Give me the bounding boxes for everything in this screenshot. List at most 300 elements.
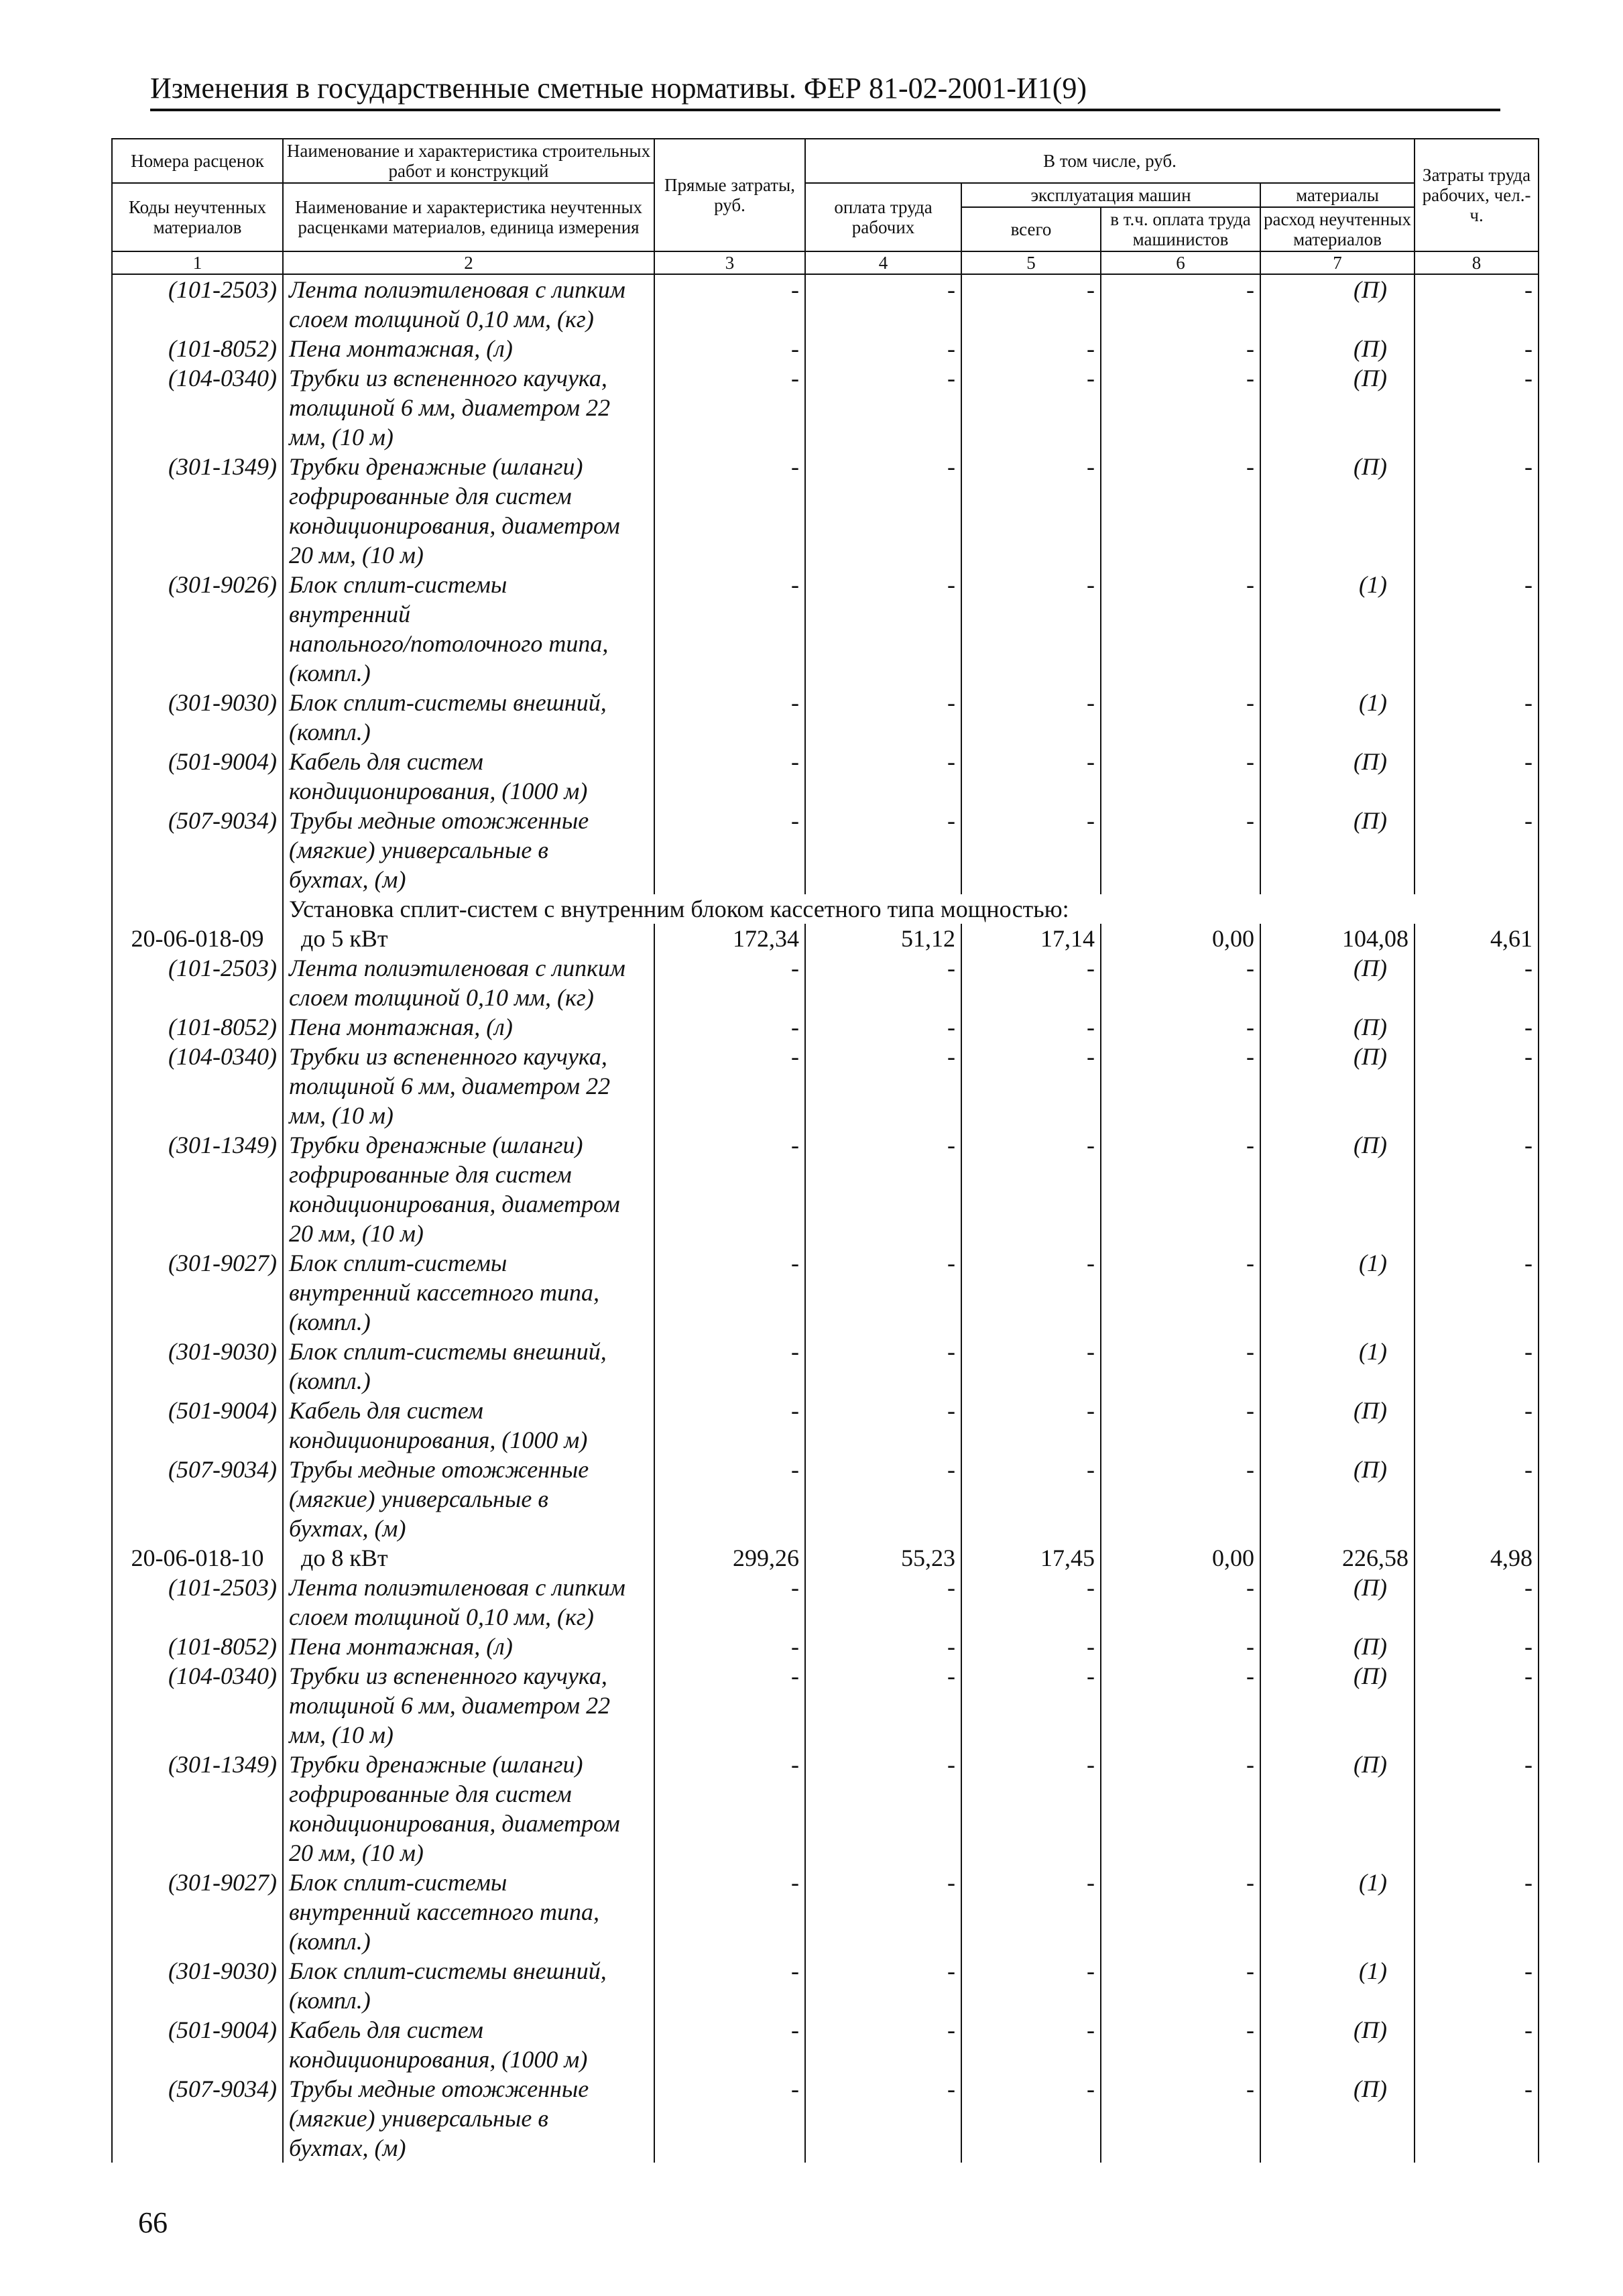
operator-wages-cell	[1101, 1986, 1260, 2015]
material-name-line: Трубки дренажные (шланги)	[283, 452, 654, 481]
direct-costs-cell: -	[654, 953, 805, 983]
material-name-line: кондиционирования, диаметром	[283, 511, 654, 540]
material-code	[112, 511, 283, 540]
direct-costs-cell: -	[654, 1573, 805, 1602]
worker-wages-cell	[805, 1809, 961, 1838]
labor-costs-cell: -	[1415, 1661, 1539, 1691]
material-code: (301-1349)	[112, 452, 283, 481]
direct-costs-cell: -	[654, 688, 805, 717]
operator-wages-cell	[1101, 1189, 1260, 1219]
material-row	[112, 1661, 1539, 1691]
materials-cell	[1260, 1986, 1415, 2015]
material-row	[112, 1455, 1539, 1484]
materials-cell: (П)	[1260, 1130, 1415, 1160]
materials-cell: (П)	[1260, 1661, 1415, 1691]
machines-total-cell	[961, 1927, 1101, 1956]
operator-wages-cell	[1101, 1927, 1260, 1956]
labor-costs-cell: -	[1415, 1956, 1539, 1986]
machines-total-cell	[961, 1101, 1101, 1130]
material-code	[112, 1720, 283, 1750]
column-number: 8	[1415, 251, 1539, 274]
worker-wages-cell: -	[805, 570, 961, 599]
material-name-line: слоем толщиной 0,10 мм, (кг)	[283, 983, 654, 1012]
material-row	[112, 1042, 1539, 1071]
materials-cell	[1260, 1720, 1415, 1750]
material-row	[112, 511, 1539, 540]
material-code: (301-1349)	[112, 1750, 283, 1779]
column-number: 7	[1260, 251, 1415, 274]
labor-costs-cell	[1415, 481, 1539, 511]
labor-costs-cell	[1415, 1484, 1539, 1514]
direct-costs-cell: -	[654, 1455, 805, 1484]
materials-cell	[1260, 422, 1415, 452]
operator-wages-cell: -	[1101, 1248, 1260, 1278]
operator-wages-cell	[1101, 1278, 1260, 1307]
material-row	[112, 1071, 1539, 1101]
worker-wages-cell	[805, 1927, 961, 1956]
labor-costs-cell	[1415, 1720, 1539, 1750]
machines-total-cell	[961, 599, 1101, 629]
materials-cell: (П)	[1260, 806, 1415, 835]
operator-wages-cell: -	[1101, 2015, 1260, 2045]
materials-cell	[1260, 865, 1415, 894]
labor-costs-cell	[1415, 835, 1539, 865]
worker-wages-cell	[805, 1101, 961, 1130]
labor-costs-cell: -	[1415, 334, 1539, 363]
material-code	[112, 1278, 283, 1307]
worker-wages-cell	[805, 540, 961, 570]
machines-total-cell	[961, 1071, 1101, 1101]
direct-costs-cell	[654, 1101, 805, 1130]
labor-costs-cell	[1415, 1602, 1539, 1632]
worker-wages-cell: -	[805, 1455, 961, 1484]
material-code	[112, 1927, 283, 1956]
material-name-line: (компл.)	[283, 717, 654, 747]
material-row	[112, 1514, 1539, 1543]
material-name-line: Лента полиэтиленовая с липким	[283, 274, 654, 304]
machines-total-cell	[961, 1514, 1101, 1543]
material-row	[112, 2133, 1539, 2163]
worker-wages-cell	[805, 1160, 961, 1189]
machines-total-cell	[961, 422, 1101, 452]
direct-costs-cell: -	[654, 1042, 805, 1071]
operator-wages-cell	[1101, 1602, 1260, 1632]
machines-total-cell	[961, 1189, 1101, 1219]
material-row	[112, 658, 1539, 688]
worker-wages-cell	[805, 776, 961, 806]
materials-cell: (1)	[1260, 1248, 1415, 1278]
worker-wages-cell	[805, 1838, 961, 1868]
materials-cell: (П)	[1260, 452, 1415, 481]
materials-cell	[1260, 717, 1415, 747]
labor-costs-cell: -	[1415, 1455, 1539, 1484]
labor-costs-cell: -	[1415, 1573, 1539, 1602]
operator-wages-cell: -	[1101, 1573, 1260, 1602]
direct-costs-cell	[654, 983, 805, 1012]
material-name-line: бухтах, (м)	[283, 2133, 654, 2163]
section-heading-row	[112, 894, 1539, 924]
material-row	[112, 1573, 1539, 1602]
direct-costs-cell	[654, 2104, 805, 2133]
direct-costs-cell	[654, 1278, 805, 1307]
labor-costs-cell	[1415, 1307, 1539, 1337]
direct-costs-cell: -	[654, 2074, 805, 2104]
material-code	[112, 2133, 283, 2163]
machines-total-cell	[961, 304, 1101, 334]
material-name-line: (компл.)	[283, 1927, 654, 1956]
material-row	[112, 481, 1539, 511]
material-code	[112, 983, 283, 1012]
materials-cell	[1260, 629, 1415, 658]
material-name-line: Блок сплит-системы внешний,	[283, 1337, 654, 1366]
material-name-line: (мягкие) универсальные в	[283, 835, 654, 865]
operator-wages-cell	[1101, 1809, 1260, 1838]
operator-wages-cell	[1101, 1071, 1260, 1101]
header-machine-operation: эксплуатация машин	[961, 183, 1260, 207]
direct-costs-cell	[654, 540, 805, 570]
direct-costs-cell	[654, 1779, 805, 1809]
operator-wages-cell	[1101, 1160, 1260, 1189]
materials-cell: (П)	[1260, 1455, 1415, 1484]
operator-wages-cell	[1101, 2045, 1260, 2074]
worker-wages-cell: -	[805, 2074, 961, 2104]
direct-costs-cell: -	[654, 1868, 805, 1897]
materials-cell	[1260, 2104, 1415, 2133]
title-underline	[150, 109, 1500, 111]
material-code: (507-9034)	[112, 2074, 283, 2104]
machines-total-cell: -	[961, 1868, 1101, 1897]
header-labor-costs: Затраты труда рабочих, чел.-ч.	[1415, 139, 1539, 251]
worker-wages-cell: -	[805, 1337, 961, 1366]
machines-total-cell: -	[961, 1661, 1101, 1691]
labor-costs-cell	[1415, 1514, 1539, 1543]
material-code	[112, 629, 283, 658]
worker-wages-cell: -	[805, 1248, 961, 1278]
labor-costs-cell: -	[1415, 688, 1539, 717]
material-row	[112, 1160, 1539, 1189]
machines-total-cell: 17,14	[961, 924, 1101, 953]
material-row	[112, 1366, 1539, 1396]
material-row	[112, 363, 1539, 393]
material-name-line: Блок сплит-системы	[283, 1868, 654, 1897]
machines-total-cell: -	[961, 747, 1101, 776]
material-row	[112, 1012, 1539, 1042]
material-row	[112, 629, 1539, 658]
material-name-line: Лента полиэтиленовая с липким	[283, 953, 654, 983]
material-code	[112, 1366, 283, 1396]
machines-total-cell	[961, 1425, 1101, 1455]
labor-costs-cell: -	[1415, 2074, 1539, 2104]
material-row	[112, 1838, 1539, 1868]
operator-wages-cell: -	[1101, 570, 1260, 599]
worker-wages-cell	[805, 481, 961, 511]
header-rate-numbers: Номера расценок	[112, 139, 283, 183]
machines-total-cell	[961, 865, 1101, 894]
operator-wages-cell	[1101, 2104, 1260, 2133]
labor-costs-cell: -	[1415, 1868, 1539, 1897]
operator-wages-cell: -	[1101, 1750, 1260, 1779]
machines-total-cell	[961, 1278, 1101, 1307]
labor-costs-cell: -	[1415, 1012, 1539, 1042]
material-row	[112, 1927, 1539, 1956]
machines-total-cell	[961, 481, 1101, 511]
worker-wages-cell	[805, 1720, 961, 1750]
worker-wages-cell	[805, 422, 961, 452]
direct-costs-cell	[654, 1897, 805, 1927]
operator-wages-cell	[1101, 658, 1260, 688]
material-name-line: слоем толщиной 0,10 мм, (кг)	[283, 1602, 654, 1632]
direct-costs-cell: -	[654, 1337, 805, 1366]
worker-wages-cell: -	[805, 1868, 961, 1897]
material-name-line: Трубки дренажные (шланги)	[283, 1750, 654, 1779]
material-name-line: Пена монтажная, (л)	[283, 1632, 654, 1661]
operator-wages-cell: -	[1101, 2074, 1260, 2104]
materials-cell	[1260, 481, 1415, 511]
direct-costs-cell	[654, 865, 805, 894]
worker-wages-cell: -	[805, 334, 961, 363]
operator-wages-cell: -	[1101, 1632, 1260, 1661]
material-name-line: (компл.)	[283, 1986, 654, 2015]
direct-costs-cell: -	[654, 747, 805, 776]
labor-costs-cell	[1415, 422, 1539, 452]
machines-total-cell	[961, 2045, 1101, 2074]
operator-wages-cell	[1101, 1691, 1260, 1720]
material-code: (507-9034)	[112, 806, 283, 835]
material-code: (501-9004)	[112, 747, 283, 776]
machines-total-cell	[961, 540, 1101, 570]
machines-total-cell: -	[961, 570, 1101, 599]
materials-cell	[1260, 1160, 1415, 1189]
machines-total-cell	[961, 1602, 1101, 1632]
material-code	[112, 776, 283, 806]
direct-costs-cell: -	[654, 1396, 805, 1425]
header-machines-total: всего	[961, 207, 1101, 251]
material-name-line: внутренний	[283, 599, 654, 629]
operator-wages-cell	[1101, 511, 1260, 540]
materials-cell: (П)	[1260, 1012, 1415, 1042]
worker-wages-cell	[805, 1307, 961, 1337]
material-name-line: Трубки дренажные (шланги)	[283, 1130, 654, 1160]
worker-wages-cell	[805, 2104, 961, 2133]
labor-costs-cell	[1415, 1189, 1539, 1219]
material-code	[112, 1307, 283, 1337]
direct-costs-cell	[654, 776, 805, 806]
operator-wages-cell	[1101, 481, 1260, 511]
material-row	[112, 1750, 1539, 1779]
material-row	[112, 1602, 1539, 1632]
worker-wages-cell	[805, 2133, 961, 2163]
labor-costs-cell: -	[1415, 1042, 1539, 1071]
materials-cell: (П)	[1260, 274, 1415, 304]
worker-wages-cell	[805, 1514, 961, 1543]
worker-wages-cell	[805, 629, 961, 658]
material-row	[112, 1337, 1539, 1366]
direct-costs-cell	[654, 2045, 805, 2074]
labor-costs-cell	[1415, 1101, 1539, 1130]
material-row	[112, 776, 1539, 806]
labor-costs-cell	[1415, 1219, 1539, 1248]
section-spacer	[112, 894, 283, 924]
worker-wages-cell	[805, 393, 961, 422]
worker-wages-cell	[805, 835, 961, 865]
operator-wages-cell: -	[1101, 1455, 1260, 1484]
labor-costs-cell	[1415, 2045, 1539, 2074]
material-name-line: Пена монтажная, (л)	[283, 1012, 654, 1042]
material-code	[112, 599, 283, 629]
operator-wages-cell	[1101, 1219, 1260, 1248]
material-name-line: (мягкие) универсальные в	[283, 2104, 654, 2133]
operator-wages-cell	[1101, 865, 1260, 894]
material-code: (301-9030)	[112, 1956, 283, 1986]
machines-total-cell: -	[961, 953, 1101, 983]
material-name-line: Пена монтажная, (л)	[283, 334, 654, 363]
material-row	[112, 2045, 1539, 2074]
labor-costs-cell: -	[1415, 1632, 1539, 1661]
direct-costs-cell: -	[654, 1632, 805, 1661]
material-row	[112, 806, 1539, 835]
material-row	[112, 304, 1539, 334]
materials-cell: (П)	[1260, 1396, 1415, 1425]
header-material-name: Наименование и характеристика неучтенных расценками материалов, единица измерения	[283, 183, 654, 251]
operator-wages-cell: -	[1101, 1956, 1260, 1986]
material-name-line: кондиционирования, (1000 м)	[283, 776, 654, 806]
direct-costs-cell	[654, 1219, 805, 1248]
material-code: (101-2503)	[112, 274, 283, 304]
direct-costs-cell: -	[654, 570, 805, 599]
material-code: (301-9030)	[112, 1337, 283, 1366]
worker-wages-cell	[805, 865, 961, 894]
material-code	[112, 1160, 283, 1189]
material-row	[112, 1307, 1539, 1337]
direct-costs-cell	[654, 1838, 805, 1868]
worker-wages-cell: -	[805, 806, 961, 835]
operator-wages-cell	[1101, 304, 1260, 334]
labor-costs-cell	[1415, 1366, 1539, 1396]
material-row	[112, 334, 1539, 363]
machines-total-cell	[961, 1838, 1101, 1868]
direct-costs-cell	[654, 658, 805, 688]
labor-costs-cell	[1415, 1809, 1539, 1838]
materials-cell: (1)	[1260, 1868, 1415, 1897]
direct-costs-cell	[654, 1307, 805, 1337]
materials-cell: (П)	[1260, 1573, 1415, 1602]
machines-total-cell: -	[961, 1337, 1101, 1366]
direct-costs-cell: 172,34	[654, 924, 805, 953]
material-row	[112, 747, 1539, 776]
materials-cell	[1260, 2133, 1415, 2163]
materials-cell	[1260, 1779, 1415, 1809]
labor-costs-cell: -	[1415, 806, 1539, 835]
machines-total-cell	[961, 983, 1101, 1012]
direct-costs-cell	[654, 1602, 805, 1632]
machines-total-cell	[961, 1809, 1101, 1838]
operator-wages-cell	[1101, 717, 1260, 747]
material-code	[112, 1897, 283, 1927]
materials-cell	[1260, 1071, 1415, 1101]
operator-wages-cell: -	[1101, 1661, 1260, 1691]
material-row	[112, 953, 1539, 983]
material-row	[112, 452, 1539, 481]
worker-wages-cell: -	[805, 363, 961, 393]
material-row	[112, 1189, 1539, 1219]
machines-total-cell: -	[961, 1012, 1101, 1042]
operator-wages-cell: -	[1101, 334, 1260, 363]
operator-wages-cell: -	[1101, 1042, 1260, 1071]
material-row	[112, 1219, 1539, 1248]
operator-wages-cell	[1101, 393, 1260, 422]
material-code	[112, 393, 283, 422]
direct-costs-cell	[654, 717, 805, 747]
direct-costs-cell: -	[654, 1956, 805, 1986]
material-code: (104-0340)	[112, 363, 283, 393]
material-row	[112, 1868, 1539, 1897]
material-name-line: напольного/потолочного типа,	[283, 629, 654, 658]
materials-cell	[1260, 1809, 1415, 1838]
worker-wages-cell	[805, 1071, 961, 1101]
machines-total-cell	[961, 629, 1101, 658]
materials-cell: (П)	[1260, 1750, 1415, 1779]
materials-cell	[1260, 304, 1415, 334]
material-name-line: кондиционирования, диаметром	[283, 1189, 654, 1219]
material-name-line: мм, (10 м)	[283, 1101, 654, 1130]
material-row	[112, 2074, 1539, 2104]
materials-cell: (1)	[1260, 570, 1415, 599]
operator-wages-cell	[1101, 835, 1260, 865]
operator-wages-cell: -	[1101, 1868, 1260, 1897]
worker-wages-cell: -	[805, 1573, 961, 1602]
material-code	[112, 1071, 283, 1101]
header-worker-wages: оплата труда рабочих	[805, 183, 961, 251]
worker-wages-cell	[805, 658, 961, 688]
table-header	[112, 139, 1539, 274]
labor-costs-cell	[1415, 1897, 1539, 1927]
operator-wages-cell: -	[1101, 1012, 1260, 1042]
materials-cell	[1260, 776, 1415, 806]
materials-cell	[1260, 1366, 1415, 1396]
material-row	[112, 1396, 1539, 1425]
header-direct-costs: Прямые затраты, руб.	[654, 139, 805, 251]
machines-total-cell	[961, 1779, 1101, 1809]
direct-costs-cell	[654, 1691, 805, 1720]
operator-wages-cell: -	[1101, 1130, 1260, 1160]
machines-total-cell: -	[961, 806, 1101, 835]
worker-wages-cell	[805, 1602, 961, 1632]
material-name-line: (компл.)	[283, 1307, 654, 1337]
machines-total-cell: -	[961, 363, 1101, 393]
worker-wages-cell: -	[805, 274, 961, 304]
material-code: (104-0340)	[112, 1661, 283, 1691]
worker-wages-cell: -	[805, 1750, 961, 1779]
labor-costs-cell: -	[1415, 452, 1539, 481]
material-row	[112, 274, 1539, 304]
rate-row	[112, 1543, 1539, 1573]
labor-costs-cell	[1415, 629, 1539, 658]
material-name-line: толщиной 6 мм, диаметром 22	[283, 393, 654, 422]
direct-costs-cell: -	[654, 274, 805, 304]
materials-cell	[1260, 1927, 1415, 1956]
worker-wages-cell: -	[805, 452, 961, 481]
material-name-line: Трубки из вспененного каучука,	[283, 363, 654, 393]
worker-wages-cell: -	[805, 1632, 961, 1661]
column-number: 3	[654, 251, 805, 274]
header-work-name: Наименование и характеристика строительных работ и конструкций	[283, 139, 654, 183]
worker-wages-cell: 55,23	[805, 1543, 961, 1573]
direct-costs-cell	[654, 835, 805, 865]
direct-costs-cell	[654, 1927, 805, 1956]
material-code: (301-1349)	[112, 1130, 283, 1160]
machines-total-cell	[961, 717, 1101, 747]
worker-wages-cell: -	[805, 1012, 961, 1042]
